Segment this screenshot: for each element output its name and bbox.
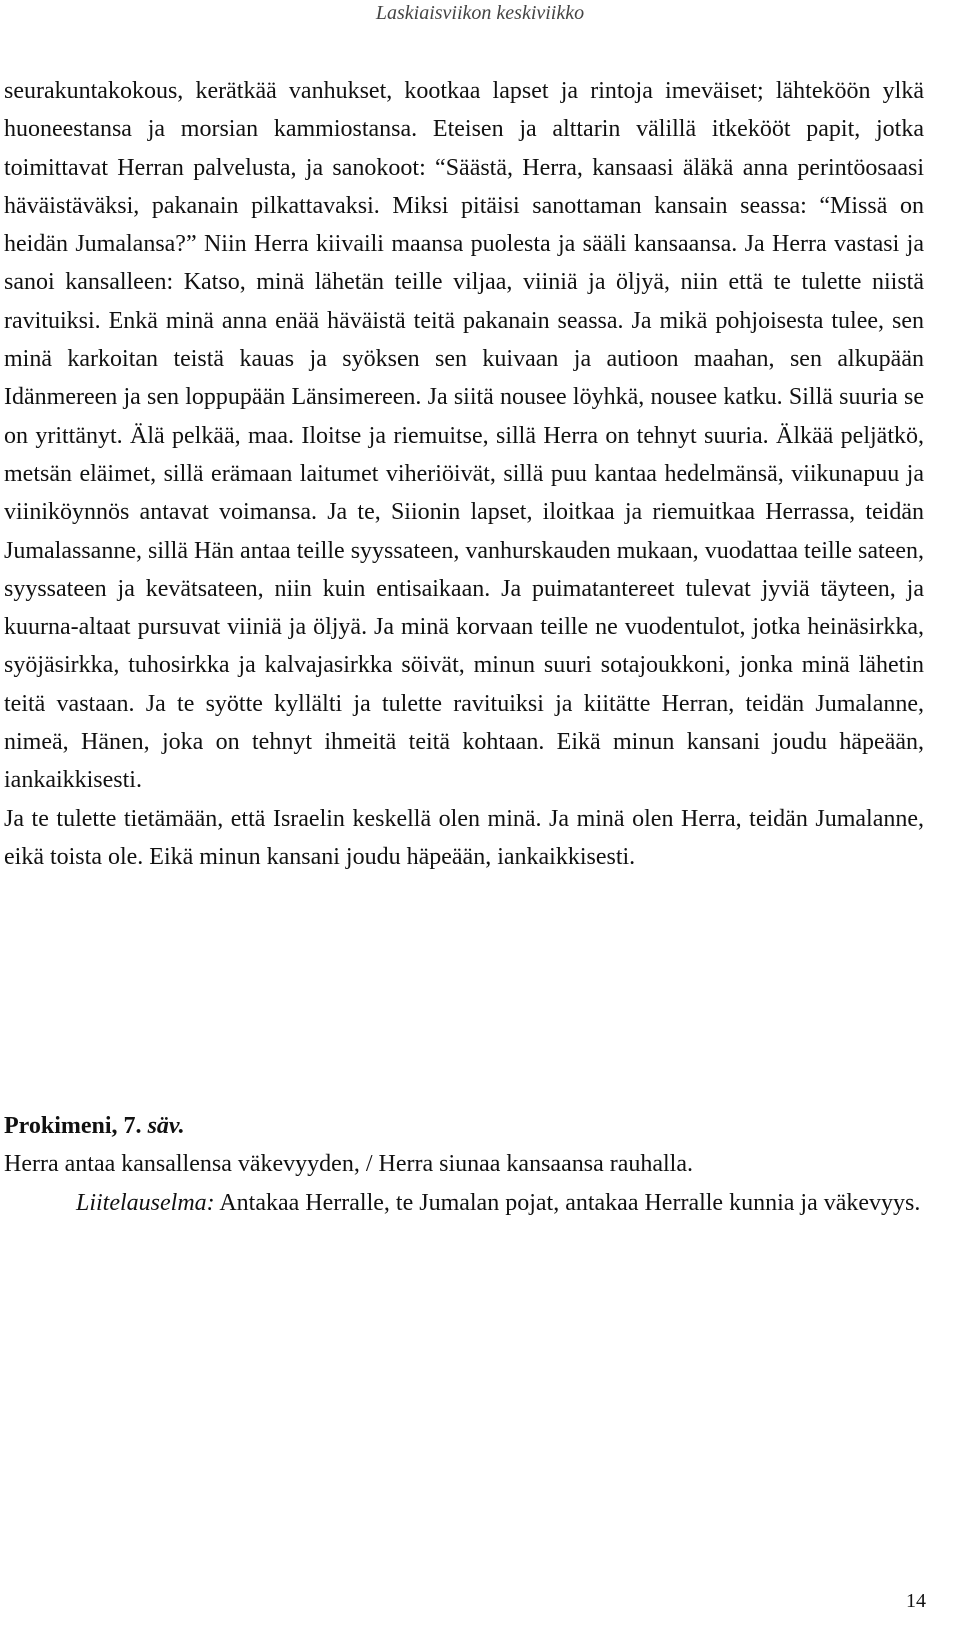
prokimeni-refrain: Herra antaa kansallensa väkevyyden, / Herra siunaa kansaansa rauhalla. (4, 1151, 694, 1178)
verse-text: Antakaa Herralle, te Jumalan pojat, antakaa Herralle kunnia ja väkevyys. (219, 1189, 921, 1216)
prokimeni-tone: säv. (147, 1113, 185, 1139)
reading-paragraph-1: seurakuntakokous, kerätkää vanhukset, kootkaa lapset ja rintoja imeväiset; lähteköön ylkä huoneestansa ja morsian kammiostansa. Eteisen ja alttarin välillä itkekööt papit, jotka toimittavat Herran palvelusta, ja sanokoot: “Säästä, Herra, kansaasi äläkä anna perintöosaasi häväistäväksi, pakanain pilkattavaksi. Miksi pitäisi sanottaman kansain seassa: “Missä on heidän Jumalansa?” Niin Herra kiivaili maansa puolesta ja sääli kansaansa. Ja Herra vastasi ja sanoi kansalleen: Katso, minä lähetän teille viljaa, viiniä ja öljyä, niin että te tulette niistä ravituiksi. Enkä minä anna enää häväistä teitä pakanain seassa. Ja mikä pohjoisesta tulee, sen minä karkoitan teistä kauas ja syöksen sen kuivaan ja autioon maahan, sen alkupään Idänmereen ja sen loppupään Länsimereen. Ja siitä nousee löyhkä, nousee katku. Sillä suuria se on yrittänyt. Älä pelkää, maa. Iloitse ja riemuitse, sillä Herra on tehnyt suuria. Älkää peljätkö, metsän eläimet, sillä erämaan laitumet viheriöivät, sillä puu kantaa hedelmänsä, viikunapuu ja viiniköynnös antavat voimansa. Ja te, Siionin lapset, iloitkaa ja riemuitkaa Herrassa, teidän Jumalassanne, sillä Hän antaa teille syyssateen, vanhurskauden mukaan, vuodattaa teille sateen, syyssateen ja kevätsateen, niin kuin entisaikaan. Ja puimatantereet tulevat jyviä täyteen, ja kuurna-altaat pursuvat viiniä ja öljyä. Ja minä korvaan teille ne vuodentulot, jotka heinäsirkka, syöjäsirkka, tuhosirkka ja kalvajasirkka söivät, minun suuri sotajoukkoni, jonka minä lähetin teitä vastaan. Ja te syötte kyllälti ja tulette ravituiksi ja kiitätte Herran, teidän Jumalanne, nimeä, Hänen, joka on tehnyt ihmeitä teitä kohtaan. Eikä minun kansani joudu häpeään, iankaikkisesti. (4, 78, 924, 794)
page-number: 14 (906, 1590, 926, 1612)
prokimeni-heading (4, 1107, 924, 1145)
prokimeni-section (4, 1107, 924, 1222)
running-header: Laskiaisviikon keskiviikko (375, 2, 585, 24)
reading-text (4, 72, 924, 876)
prokimeni-verse (4, 1184, 924, 1222)
prokimeni-title: Prokimeni, 7. (4, 1113, 142, 1139)
verse-label: Liitelauselma: (76, 1189, 215, 1216)
reading-paragraph-2: Ja te tulette tietämään, että Israelin keskellä olen minä. Ja minä olen Herra, teidän Jumalanne, eikä toista ole. Eikä minun kansani joudu häpeään, iankaikkisesti. (4, 805, 924, 870)
